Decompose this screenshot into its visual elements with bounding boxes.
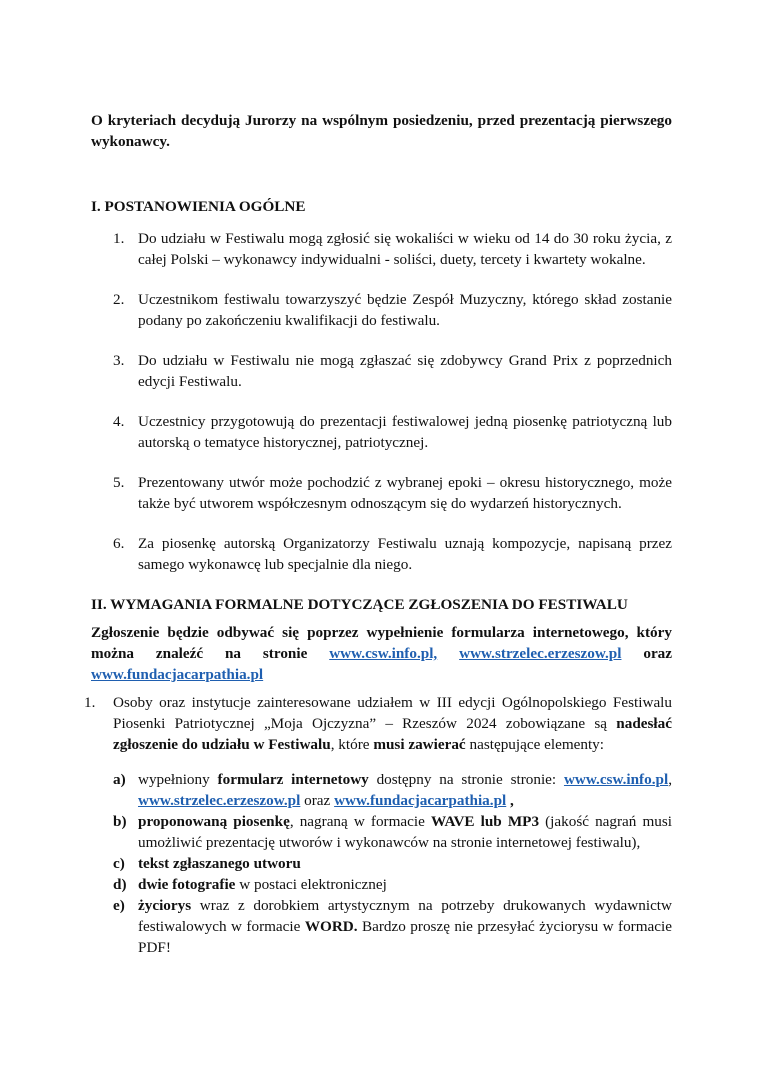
- item-bold-text: nadesłać zgłoszenie do udziału w Festiwalu: [113, 715, 672, 753]
- subitem-letter: d): [113, 876, 127, 893]
- link-fundacja[interactable]: www.fundacjacarpathia.pl: [91, 666, 264, 683]
- link-strzelec[interactable]: www.strzelec.erzeszow.pl: [459, 645, 622, 662]
- subitem-text: w postaci elektronicznej: [235, 876, 387, 893]
- item-number: 5.: [113, 474, 125, 491]
- registration-and: oraz: [643, 645, 673, 662]
- subitem-e: [91, 895, 672, 958]
- requirements-sublist: [91, 769, 672, 958]
- subitem-bold-text: tekst zgłaszanego utworu: [138, 855, 301, 872]
- item-text: następujące elementy:: [465, 736, 604, 753]
- link-csw[interactable]: www.csw.info.pl,: [329, 645, 438, 662]
- subitem-text: oraz: [300, 792, 335, 809]
- subitem-letter: a): [113, 771, 126, 788]
- item-number: 3.: [113, 352, 125, 369]
- item-number: 1.: [113, 230, 125, 247]
- subitem-text: Bardzo proszę nie przesyłać życiorysu w formacie PDF!: [138, 918, 672, 956]
- item-text: Do udziału w Festiwalu nie mogą zgłaszać się zdobywcy Grand Prix z poprzednich edycji Festiwalu.: [138, 352, 672, 390]
- item-number: 4.: [113, 413, 125, 430]
- list-item: [91, 411, 672, 453]
- registration-text: Zgłoszenie będzie odbywać się poprzez wypełnienie formularza internetowego, który można znaleźć na stronie: [91, 624, 672, 662]
- document-page: [84, 110, 673, 958]
- section-2-heading: II. WYMAGANIA FORMALNE DOTYCZĄCE ZGŁOSZENIA DO FESTIWALU: [91, 596, 628, 613]
- section-1-list: [91, 228, 672, 575]
- subitem-a: [91, 769, 672, 811]
- registration-paragraph: [91, 622, 672, 664]
- item-number: 6.: [113, 535, 125, 552]
- subitem-text: wraz z dorobkiem artystycznym na potrzeby drukowanych wydawnictw festiwalowych w formacie: [138, 897, 672, 935]
- item-text: Uczestnikom festiwalu towarzyszyć będzie Zespół Muzyczny, którego skład zostanie podany po zakończeniu kwalifikacji do festiwalu.: [138, 291, 672, 329]
- item-bold-text: musi zawierać: [373, 736, 466, 753]
- subitem-text: , nagraną w formacie: [289, 813, 431, 830]
- link-csw[interactable]: www.csw.info.pl: [563, 771, 669, 788]
- item-text: Za piosenkę autorską Organizatorzy Festiwalu uznają kompozycje, napisaną przez samego wykonawcę lub specjalnie dla niego.: [138, 535, 672, 573]
- item-number: 1.: [84, 694, 96, 711]
- subitem-bold-text: życiorys: [138, 897, 192, 914]
- subitem-text: ,: [506, 792, 514, 809]
- list-item: [91, 533, 672, 575]
- subitem-bold-text: proponowaną piosenkę: [138, 813, 290, 830]
- section-1-heading: I. POSTANOWIENIA OGÓLNE: [91, 198, 306, 215]
- item-number: 2.: [113, 291, 125, 308]
- item-text: Osoby oraz instytucje zainteresowane udziałem w III edycji Ogólnopolskiego Festiwalu Piosenki Patriotycznej „Moja Ojczyzna” – Rzeszów 2024 zobowiązane są: [113, 694, 672, 732]
- item-text: Uczestnicy przygotowują do prezentacji festiwalowej jedną piosenkę patriotyczną lub autorską o tematyce historycznej, patriotycznej.: [138, 413, 672, 451]
- subitem-c: [91, 853, 672, 874]
- subitem-letter: e): [113, 897, 125, 914]
- requirements-item-1: [84, 692, 672, 755]
- subitem-letter: c): [113, 855, 125, 872]
- subitem-text: ,: [668, 771, 672, 788]
- registration-paragraph-end: [91, 664, 672, 685]
- subitem-bold-text: WAVE lub MP3: [430, 813, 540, 830]
- subitem-bold-text: formularz internetowy: [217, 771, 369, 788]
- subitem-letter: b): [113, 813, 127, 830]
- item-text: Prezentowany utwór może pochodzić z wybranej epoki – okresu historycznego, może także być utworem współczesnym odnoszącym się do wydarzeń historycznych.: [138, 474, 672, 512]
- subitem-bold-text: WORD.: [304, 918, 358, 935]
- subitem-d: [91, 874, 672, 895]
- subitem-text: wypełniony: [138, 771, 218, 788]
- subitem-text: dostępny na stronie stronie:: [368, 771, 564, 788]
- item-text: Do udziału w Festiwalu mogą zgłosić się wokaliści w wieku od 14 do 30 roku życia, z całej Polski – wykonawcy indywidualni - soliści, duety, tercety i kwartety wokalne.: [138, 230, 672, 268]
- list-item: [91, 472, 672, 514]
- item-text: , które: [330, 736, 374, 753]
- link-strzelec[interactable]: www.strzelec.erzeszow.pl: [138, 792, 301, 809]
- intro-paragraph: O kryteriach decydują Jurorzy na wspólnym posiedzeniu, przed prezentacją pierwszego wykonawcy.: [91, 112, 672, 150]
- subitem-b: [91, 811, 672, 853]
- list-item: [91, 228, 672, 270]
- link-fundacja[interactable]: www.fundacjacarpathia.pl: [334, 792, 507, 809]
- subitem-text: (jakość nagrań musi umożliwić prezentację utworów i wykonawców na stronie internetowej festiwalu),: [138, 813, 673, 851]
- subitem-bold-text: dwie fotografie: [138, 876, 236, 893]
- list-item: [91, 350, 672, 392]
- list-item: [91, 289, 672, 331]
